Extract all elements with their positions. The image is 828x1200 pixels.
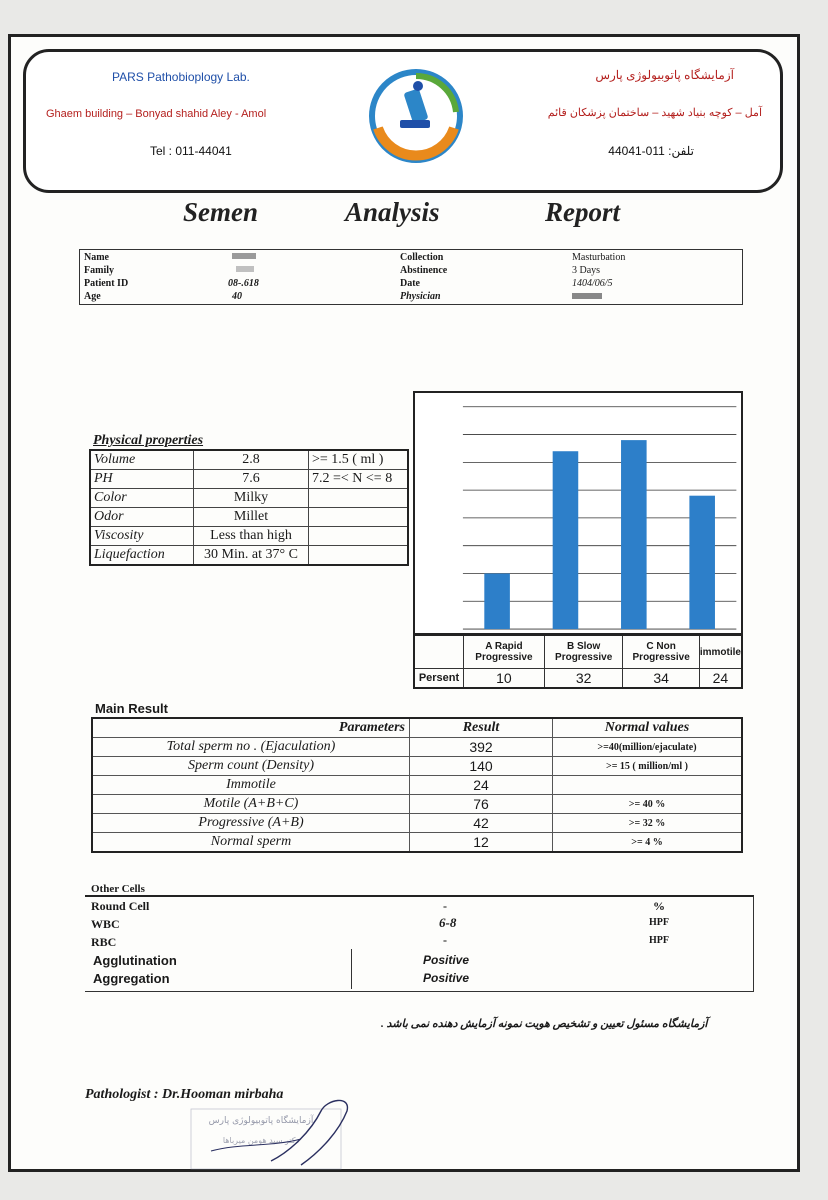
- other-heading: Other Cells: [91, 883, 145, 895]
- physical-value: Less than high: [194, 527, 309, 546]
- other-divider: [351, 949, 352, 989]
- parameter-name: Sperm count (Density): [92, 757, 410, 776]
- svg-text:آزمایشگاه پاتوبیولوژی پارس: آزمایشگاه پاتوبیولوژی پارس: [208, 1116, 314, 1126]
- wbc-label: WBC: [91, 917, 120, 931]
- parameter-normal: >= 4 %: [553, 833, 743, 853]
- disclaimer-note: آزمایشگاه مسئول تعیین و تشخیص هویت نمونه آزمایش دهنده نمی باشد .: [381, 1018, 708, 1030]
- parameter-result: 76: [410, 795, 553, 814]
- age-value: 40: [232, 291, 242, 302]
- parameter-normal: >= 40 %: [553, 795, 743, 814]
- chart-bar-3: [621, 440, 647, 629]
- parameter-result: 42: [410, 814, 553, 833]
- main-result-heading: Main Result: [95, 701, 168, 716]
- physical-value: 7.6: [194, 470, 309, 489]
- chart-bar-1: [484, 573, 510, 629]
- round-cell-value: -: [443, 899, 447, 913]
- physician-label: Physician: [400, 291, 441, 302]
- letterhead: [23, 49, 783, 193]
- wbc-value: 6-8: [439, 915, 457, 930]
- col-normal: Normal values: [553, 718, 743, 738]
- date-label: Date: [400, 278, 420, 289]
- parameter-result: 392: [410, 738, 553, 757]
- parameter-normal: [553, 776, 743, 795]
- address-fa: آمل – کوچه بنیاد شهید – ساختمان پزشکان قائم: [547, 107, 762, 119]
- main-result-row: [92, 814, 742, 833]
- pathologist-line: Pathologist : Dr.Hooman mirbaha: [85, 1087, 284, 1102]
- physical-heading: Physical properties: [93, 433, 204, 448]
- physical-normal: [309, 489, 409, 508]
- physical-row: [90, 508, 408, 527]
- physical-value: Milky: [194, 489, 309, 508]
- physical-label: Viscosity: [90, 527, 194, 546]
- parameter-name: Progressive (A+B): [92, 814, 410, 833]
- lab-name-en: PARS Pathobioplogy Lab.: [112, 70, 250, 84]
- main-result-row: [92, 738, 742, 757]
- physical-normal: 7.2 =< N <= 8: [309, 470, 409, 489]
- title-word-1: Semen: [183, 197, 259, 227]
- other-cells: [83, 883, 753, 991]
- patient-id-label: Patient ID: [84, 278, 129, 289]
- parameter-normal: >= 32 %: [553, 814, 743, 833]
- physical-label: Liquefaction: [90, 546, 194, 566]
- physical-normal: [309, 527, 409, 546]
- physical-row: [90, 450, 408, 470]
- motility-category: C Non Progressive: [623, 635, 699, 669]
- date-value: 1404/06/5: [572, 278, 613, 289]
- physical-value: 30 Min. at 37° C: [194, 546, 309, 566]
- physical-normal: [309, 546, 409, 566]
- col-parameters: Parameters: [92, 718, 410, 738]
- motility-value: 10: [464, 669, 545, 689]
- rbc-value: -: [443, 933, 447, 947]
- patient-id-value: 08-.618: [228, 278, 259, 289]
- motility-value: 34: [623, 669, 699, 689]
- address-en: Ghaem building – Bonyad shahid Aley - Amol: [46, 108, 267, 120]
- family-label: Family: [84, 265, 114, 276]
- rbc-unit: HPF: [649, 935, 669, 946]
- motility-value: 24: [699, 669, 742, 689]
- motility-chart: [413, 391, 743, 635]
- main-result-table: [91, 717, 743, 853]
- physician-redacted: [572, 293, 602, 299]
- agglutination-label: Agglutination: [93, 953, 177, 968]
- main-result-row: [92, 776, 742, 795]
- main-result-row: [92, 757, 742, 776]
- motility-value: 32: [544, 669, 623, 689]
- tel-en: Tel : 011-44041: [150, 144, 232, 158]
- physical-label: Volume: [90, 450, 194, 470]
- motility-table-corner: [414, 635, 464, 669]
- motility-category: A Rapid Progressive: [464, 635, 545, 669]
- parameter-name: Motile (A+B+C): [92, 795, 410, 814]
- report-page: [8, 34, 800, 1172]
- parameter-result: 140: [410, 757, 553, 776]
- parameter-name: Total sperm no . (Ejaculation): [92, 738, 410, 757]
- main-result-row: [92, 795, 742, 814]
- physical-row: [90, 489, 408, 508]
- parameter-name: Immotile: [92, 776, 410, 795]
- collection-value: Masturbation: [572, 252, 626, 263]
- parameter-normal: >=40(million/ejaculate): [553, 738, 743, 757]
- family-redacted: [236, 266, 254, 272]
- parameter-result: 12: [410, 833, 553, 853]
- physical-label: Odor: [90, 508, 194, 527]
- abstinence-label: Abstinence: [400, 265, 448, 276]
- pathologist-stamp-signature: [151, 1091, 361, 1173]
- chart-bar-2: [553, 451, 579, 629]
- rbc-label: RBC: [91, 935, 117, 949]
- round-cell-unit: %: [653, 899, 665, 913]
- lab-logo: [364, 66, 468, 170]
- tel-fa: تلفن: 011-44041: [608, 144, 694, 158]
- parameter-normal: >= 15 ( million/ml ): [553, 757, 743, 776]
- persent-label: Persent: [414, 669, 464, 689]
- agglutination-value: Positive: [423, 953, 470, 967]
- age-label: Age: [84, 291, 101, 302]
- physical-row: [90, 470, 408, 489]
- name-redacted: [232, 253, 256, 259]
- lab-name-fa: آزمایشگاه پاتوبیولوژی پارس: [595, 68, 734, 82]
- title-word-3: Report: [545, 197, 621, 227]
- physical-table: [89, 449, 409, 566]
- name-label: Name: [84, 252, 109, 263]
- physical-value: Millet: [194, 508, 309, 527]
- patient-info: [79, 249, 743, 305]
- parameter-name: Normal sperm: [92, 833, 410, 853]
- physical-label: Color: [90, 489, 194, 508]
- physical-row: [90, 527, 408, 546]
- parameter-result: 24: [410, 776, 553, 795]
- physical-value: 2.8: [194, 450, 309, 470]
- physical-normal: [309, 508, 409, 527]
- motility-category: B Slow Progressive: [544, 635, 623, 669]
- round-cell-label: Round Cell: [91, 899, 150, 913]
- physical-row: [90, 546, 408, 566]
- physical-label: PH: [90, 470, 194, 489]
- main-result-row: [92, 833, 742, 853]
- wbc-unit: HPF: [649, 917, 669, 928]
- svg-text:دکتر سید هومن میرباها: دکتر سید هومن میرباها: [222, 1136, 300, 1145]
- aggregation-label: Aggregation: [93, 971, 170, 986]
- title-word-2: Analysis: [345, 197, 440, 227]
- chart-bar-4: [689, 496, 715, 629]
- physical-normal: >= 1.5 ( ml ): [309, 450, 409, 470]
- motility-category: immotile: [699, 635, 742, 669]
- motility-table: [413, 634, 743, 689]
- col-result: Result: [410, 718, 553, 738]
- collection-label: Collection: [400, 252, 444, 263]
- abstinence-value: 3 Days: [572, 265, 601, 276]
- aggregation-value: Positive: [423, 971, 470, 985]
